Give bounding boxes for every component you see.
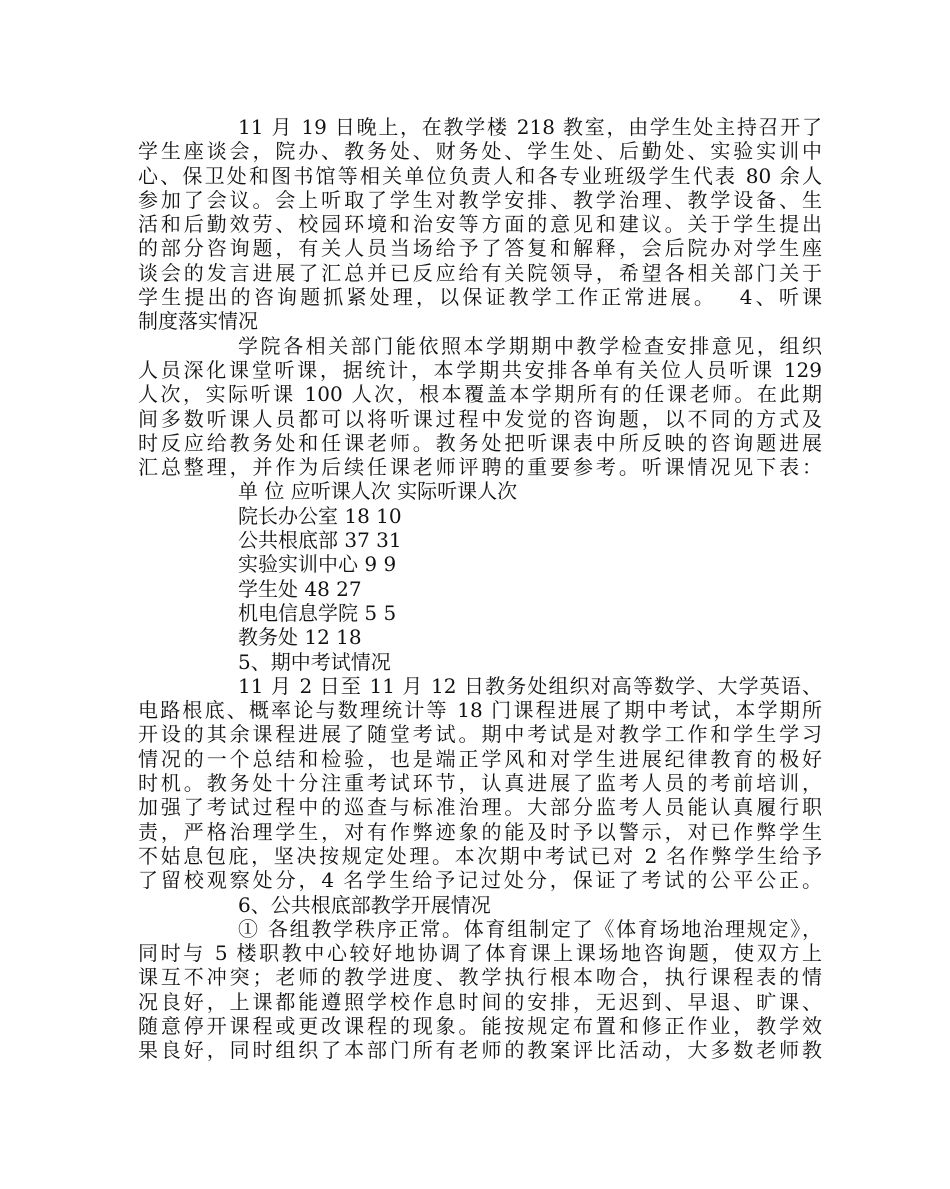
text-line: 加强了考试过程中的巡查与标准治理。大部分监考人员能认真履行职 — [138, 795, 822, 820]
text-line: 11 月 19 日晚上，在教学楼 218 教室，由学生处主持召开了 — [238, 115, 822, 139]
text-line: 5、期中考试情况 — [238, 649, 391, 674]
text-line: 学生座谈会，院办、教务处、财务处、学生处、后勤处、实验实训中 — [138, 139, 822, 164]
text-line: 活和后勤效劳、校园环境和治安等方面的意见和建议。关于学生提出 — [138, 212, 822, 237]
document-body — [138, 115, 822, 1063]
text-line: 单 位 应听课人次 实际听课人次 — [238, 479, 518, 504]
text-line: 谈会的发言进展了汇总并已反应给有关院领导，希望各相关部门关于 — [138, 260, 822, 285]
text-line: 6、公共根底部教学开展情况 — [238, 892, 491, 917]
text-line: 学生提出的咨询题抓紧处理，以保证教学工作正常进展。 4、听课 — [138, 285, 822, 310]
text-line: 开设的其余课程进展了随堂考试。期中考试是对教学工作和学生学习 — [138, 722, 822, 747]
text-line: 学生处 48 27 — [238, 576, 362, 601]
text-line: 情况的一个总结和检验，也是端正学风和对学生进展纪律教育的极好 — [138, 746, 822, 771]
text-line: 不姑息包庇，坚决按规定处理。本次期中考试已对 2 名作弊学生给予 — [138, 843, 822, 868]
text-line: 汇总整理，并作为后续任课老师评聘的重要参考。听课情况见下表： — [138, 455, 822, 480]
text-line: 学院各相关部门能依照本学期期中教学检查安排意见，组织 — [238, 333, 822, 358]
text-line: 人员深化课堂听课，据统计，本学期共安排各单有关位人员听课 129 — [138, 357, 822, 382]
text-line: 时机。教务处十分注重考试环节，认真进展了监考人员的考前培训， — [138, 771, 822, 796]
text-line: 的部分咨询题，有关人员当场给予了答复和解释，会后院办对学生座 — [138, 236, 822, 261]
text-line: 课互不冲突；老师的教学进度、教学执行根本吻合，执行课程表的情 — [138, 965, 822, 990]
text-line: 11 月 2 日至 11 月 12 日教务处组织对高等数学、大学英语、 — [238, 673, 822, 698]
text-line: 电路根底、概率论与数理统计等 18 门课程进展了期中考试，本学期所 — [138, 698, 822, 723]
text-line: 心、保卫处和图书馆等相关单位负责人和各专业班级学生代表 80 余人 — [138, 163, 822, 188]
text-line: 责，严格治理学生，对有作弊迹象的能及时予以警示，对已作弊学生 — [138, 819, 822, 844]
text-line: 同时与 5 楼职教中心较好地协调了体育课上课场地咨询题，使双方上 — [138, 941, 822, 966]
text-line: 机电信息学院 5 5 — [238, 600, 397, 625]
text-line: 时反应给教务处和任课老师。教务处把听课表中所反映的咨询题进展 — [138, 430, 822, 455]
text-line: 了留校观察处分，4 名学生给予记过处分，保证了考试的公平公正。 — [138, 868, 822, 893]
text-line: 果良好，同时组织了本部门所有老师的教案评比活动，大多数老师教 — [138, 1038, 822, 1063]
text-line: 公共根底部 37 31 — [238, 528, 402, 553]
text-line: 参加了会议。会上听取了学生对教学安排、教学治理、教学设备、生 — [138, 187, 822, 212]
text-line: 间多数听课人员都可以将听课过程中发觉的咨询题，以不同的方式及 — [138, 406, 822, 431]
text-line: 院长办公室 18 10 — [238, 503, 402, 528]
text-line: 教务处 12 18 — [238, 625, 362, 650]
text-line: 实验实训中心 9 9 — [238, 552, 397, 577]
text-line: 随意停开课程或更改课程的现象。能按规定布置和修正作业，教学效 — [138, 1013, 822, 1038]
text-line: 制度落实情况 — [138, 309, 258, 334]
text-line: 人次，实际听课 100 人次，根本覆盖本学期所有的任课老师。在此期 — [138, 382, 822, 407]
text-line: ① 各组教学秩序正常。体育组制定了《体育场地治理规定》， — [238, 916, 822, 941]
text-line: 况良好，上课都能遵照学校作息时间的安排，无迟到、早退、旷课、 — [138, 989, 822, 1014]
